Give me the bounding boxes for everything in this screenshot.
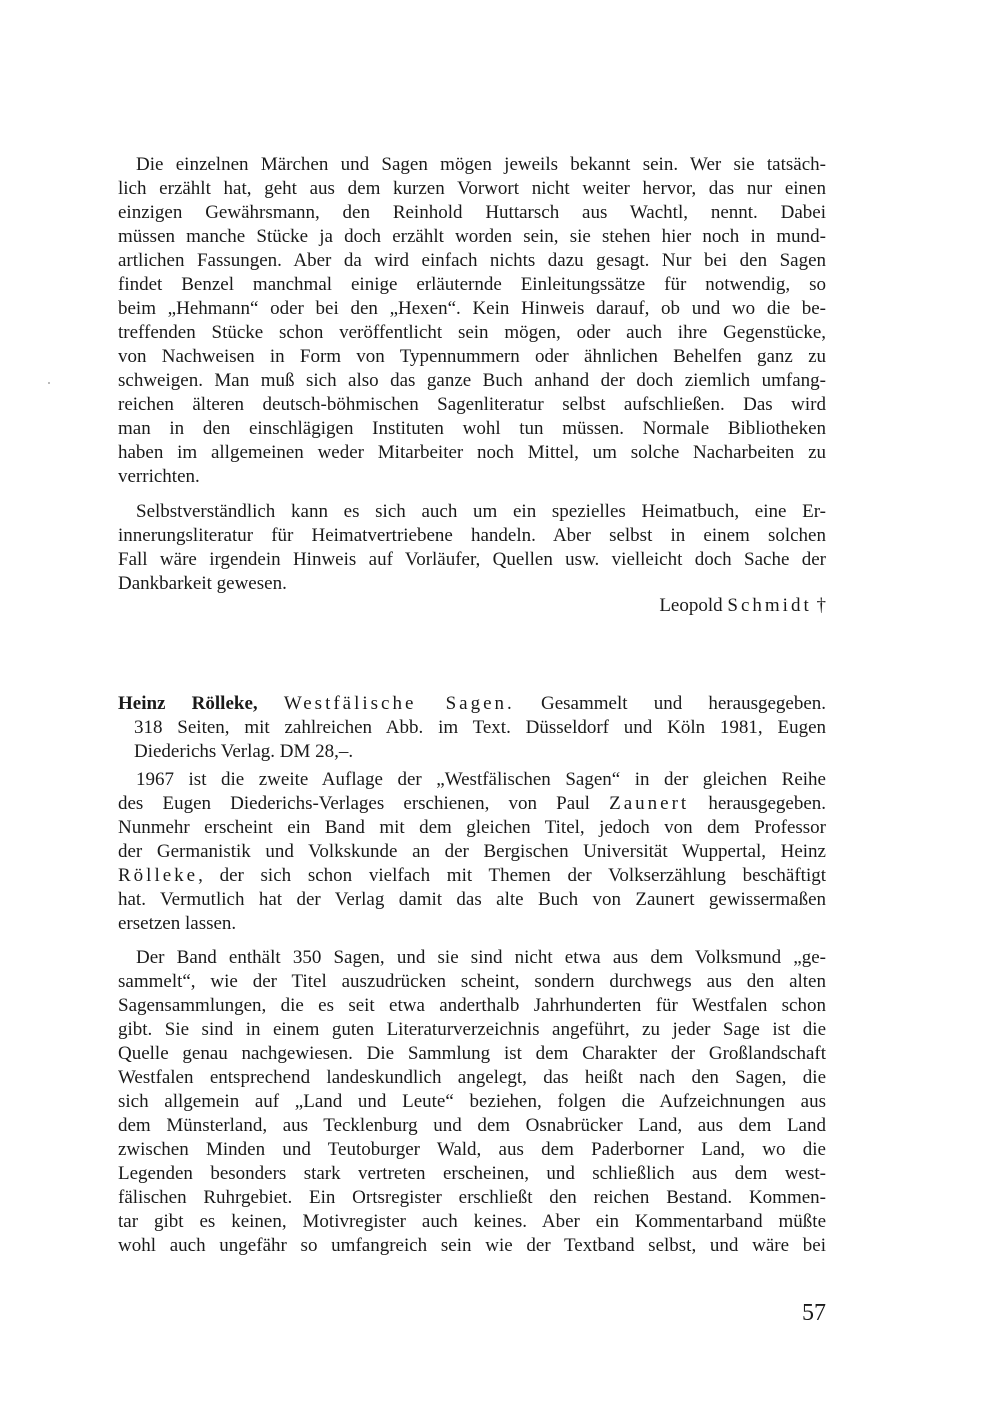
text-line [118, 524, 826, 548]
text-line [118, 912, 826, 936]
spaced-text: Westfälische Sagen. [283, 693, 515, 714]
text-segment: tar gibt es keinen, Motivregister auch keines. Aber ein Kommentarband müßte [118, 1211, 826, 1232]
text-line [118, 465, 826, 489]
review1-paragraph-2 [118, 500, 826, 596]
text-segment: schweigen. Man muß sich also das ganze Buch anhand der doch ziemlich umfang- [118, 370, 826, 391]
text-segment: reichen älteren deutsch-böhmischen Sagenliteratur selbst aufschließen. Das wird [118, 394, 826, 415]
text-segment: Quelle genau nachgewiesen. Die Sammlung ist dem Charakter der Großlandschaft [118, 1043, 826, 1064]
text-line [118, 1066, 826, 1090]
text-line [118, 572, 826, 596]
text-segment: beim „Hehmann“ oder bei den „Hexen“. Kein Hinweis darauf, ob und wo die be- [118, 298, 826, 319]
text-segment: hat. Vermutlich hat der Verlag damit das alte Buch von Zaunert gewissermaßen [118, 889, 826, 910]
text-segment: ersetzen lassen. [118, 913, 237, 934]
text-line [118, 1138, 826, 1162]
text-line [118, 994, 826, 1018]
text-segment: Gesammelt und herausgegeben. [514, 693, 827, 714]
text-segment: man in den einschlägigen Instituten wohl tun müssen. Normale Bibliotheken [118, 418, 826, 439]
text-segment: Diederichs Verlag. DM 28,–. [134, 741, 354, 762]
signature-last-name: Schmidt [727, 595, 812, 616]
text-segment: Legenden besonders stark vertreten erscheinen, und schließlich aus dem west- [118, 1163, 826, 1184]
text-segment: des Eugen Diederichs-Verlages erschienen, von Paul [118, 793, 610, 814]
text-segment: 1967 ist die zweite Auflage der „Westfälischen Sagen“ in der gleichen Reihe [136, 769, 826, 790]
text-line [118, 1186, 826, 1210]
text-segment: von Nachweisen in Form von Typennummern oder ähnlichen Behelfen ganz zu [118, 346, 826, 367]
text-line [118, 273, 826, 297]
text-segment: , der sich schon vielfach mit Themen der Volkserzählung beschäftigt [198, 865, 826, 886]
author-name: Heinz Rölleke, [118, 693, 258, 714]
text-line [118, 1162, 826, 1186]
text-line [118, 393, 826, 417]
text-segment: sich allgemein auf „Land und Leute“ beziehen, folgen die Aufzeichnungen aus [118, 1091, 826, 1112]
text-line [118, 716, 826, 740]
text-segment: lich erzählt hat, geht aus dem kurzen Vorwort nicht weiter hervor, das nur einen [118, 178, 826, 199]
text-line [118, 201, 826, 225]
review2-paragraph-2 [118, 946, 826, 1258]
text-segment: zwischen Minden und Teutoburger Wald, aus dem Paderborner Land, wo die [118, 1139, 826, 1160]
text-line [118, 1090, 826, 1114]
text-segment: gibt. Sie sind in einem guten Literaturverzeichnis angeführt, zu jeder Sage ist die [118, 1019, 826, 1040]
text-segment: haben im allgemeinen weder Mitarbeiter noch Mittel, um solche Nacharbeiten zu [118, 442, 826, 463]
text-line [118, 1234, 826, 1258]
text-line [118, 816, 826, 840]
text-line [118, 153, 826, 177]
text-segment: herausgegeben. [689, 793, 826, 814]
text-line [118, 970, 826, 994]
text-line [118, 692, 826, 716]
signature-dagger: † [811, 595, 826, 616]
text-line [118, 1114, 826, 1138]
text-segment: Der Band enthält 350 Sagen, und sie sind nicht etwa aus dem Volksmund „ge- [136, 947, 826, 968]
text-line [118, 345, 826, 369]
text-segment: Die einzelnen Märchen und Sagen mögen jeweils bekannt sein. Wer sie tatsäch- [136, 154, 826, 175]
text-line [118, 225, 826, 249]
text-segment: Sagensammlungen, die es seit etwa anderthalb Jahrhunderten für Westfalen schon [118, 995, 826, 1016]
text-line [118, 417, 826, 441]
text-segment: wohl auch ungefähr so umfangreich sein wie der Textband selbst, und wäre bei [118, 1235, 826, 1256]
text-line [118, 888, 826, 912]
text-line [118, 297, 826, 321]
spaced-text: Rölleke [118, 865, 199, 886]
review2-heading [118, 692, 826, 764]
text-segment: müssen manche Stücke ja doch erzählt worden sein, sie stehen hier noch in mund- [118, 226, 826, 247]
text-segment: innerungsliteratur für Heimatvertriebene handeln. Aber selbst in einem solchen [118, 525, 826, 546]
text-line [118, 864, 826, 888]
text-segment [258, 693, 284, 714]
text-line [118, 369, 826, 393]
text-line [118, 946, 826, 970]
text-segment: 318 Seiten, mit zahlreichen Abb. im Text. Düsseldorf und Köln 1981, Eugen [134, 717, 826, 738]
text-segment: Selbstverständlich kann es sich auch um ein spezielles Heimatbuch, eine Er- [136, 501, 826, 522]
page-number: 57 [802, 1300, 826, 1326]
text-line [118, 768, 826, 792]
scan-speck [48, 382, 50, 384]
text-segment: sammelt“, wie der Titel auszudrücken scheint, sondern durchwegs aus den alten [118, 971, 826, 992]
text-line [118, 441, 826, 465]
text-line [118, 840, 826, 864]
text-segment: der Germanistik und Volkskunde an der Bergischen Universität Wuppertal, Heinz [118, 841, 826, 862]
text-line [118, 500, 826, 524]
text-line [118, 740, 826, 764]
review1-signature [118, 594, 826, 618]
review1-paragraph-1 [118, 153, 826, 489]
text-segment: Westfalen entsprechend landeskundlich angelegt, das heißt nach den Sagen, die [118, 1067, 826, 1088]
text-segment: findet Benzel manchmal einige erläuternde Einleitungssätze für notwendig, so [118, 274, 826, 295]
review2-paragraph-1 [118, 768, 826, 936]
text-line [118, 321, 826, 345]
text-line [118, 1042, 826, 1066]
text-line [118, 249, 826, 273]
text-line [118, 1210, 826, 1234]
text-segment: einzigen Gewährsmann, den Reinhold Huttarsch aus Wachtl, nennt. Dabei [118, 202, 826, 223]
text-line [118, 792, 826, 816]
text-segment: Fall wäre irgendein Hinweis auf Vorläufer, Quellen usw. vielleicht doch Sache der [118, 549, 826, 570]
text-segment: Dankbarkeit gewesen. [118, 573, 287, 594]
text-segment: treffenden Stücke schon veröffentlicht sein mögen, oder auch ihre Gegenstücke, [118, 322, 826, 343]
text-segment: verrichten. [118, 466, 200, 487]
spaced-text: Zaunert [609, 793, 690, 814]
text-segment: Nunmehr erscheint ein Band mit dem gleichen Titel, jedoch von dem Professor [118, 817, 826, 838]
text-line [118, 1018, 826, 1042]
text-line [118, 177, 826, 201]
text-segment: dem Münsterland, aus Tecklenburg und dem Osnabrücker Land, aus dem Land [118, 1115, 826, 1136]
text-segment: artlichen Fassungen. Aber da wird einfach nichts dazu gesagt. Nur bei den Sagen [118, 250, 826, 271]
text-segment: fälischen Ruhrgebiet. Ein Ortsregister erschließt den reichen Bestand. Kommen- [118, 1187, 826, 1208]
text-line [118, 548, 826, 572]
signature-first-name: Leopold [659, 595, 728, 616]
